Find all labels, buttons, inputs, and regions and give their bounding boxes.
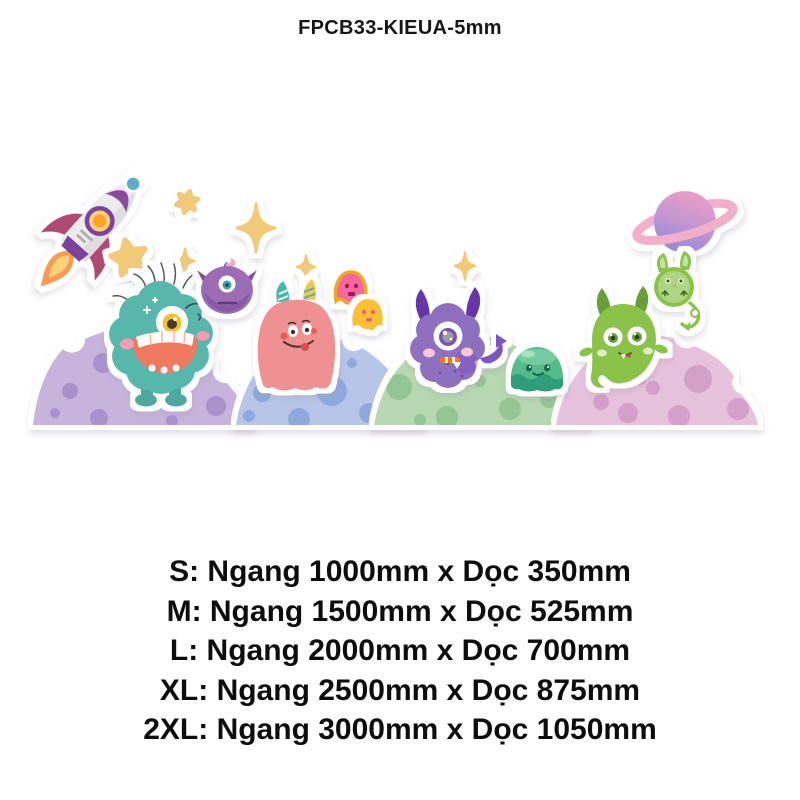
size-list bbox=[0, 552, 800, 750]
size-line-2xl: 2XL: Ngang 3000mm x Dọc 1050mm bbox=[143, 713, 657, 746]
pink-monster-sticker bbox=[258, 279, 336, 391]
size-line-l: L: Ngang 2000mm x Dọc 700mm bbox=[169, 634, 631, 667]
pink-ghost-sticker bbox=[335, 272, 365, 305]
small-purple-monster-sticker bbox=[197, 259, 257, 315]
sparkle-icon bbox=[237, 204, 275, 252]
product-code: FPCB33-KIEUA-5mm bbox=[298, 17, 502, 39]
sparkle-icon bbox=[297, 256, 315, 279]
rocket-sticker bbox=[14, 154, 165, 310]
sparkle-icon bbox=[176, 249, 195, 274]
size-line-m: M: Ngang 1500mm x Dọc 525mm bbox=[166, 594, 634, 628]
star-icon bbox=[175, 189, 199, 215]
size-line-xl: XL: Ngang 2500mm x Dọc 875mm bbox=[159, 673, 641, 707]
sparkle-icon bbox=[455, 253, 475, 280]
mini-green-monster-sticker bbox=[654, 251, 699, 331]
star-icon bbox=[109, 237, 149, 276]
size-line-s: S: Ngang 1000mm x Dọc 350mm bbox=[169, 555, 631, 588]
